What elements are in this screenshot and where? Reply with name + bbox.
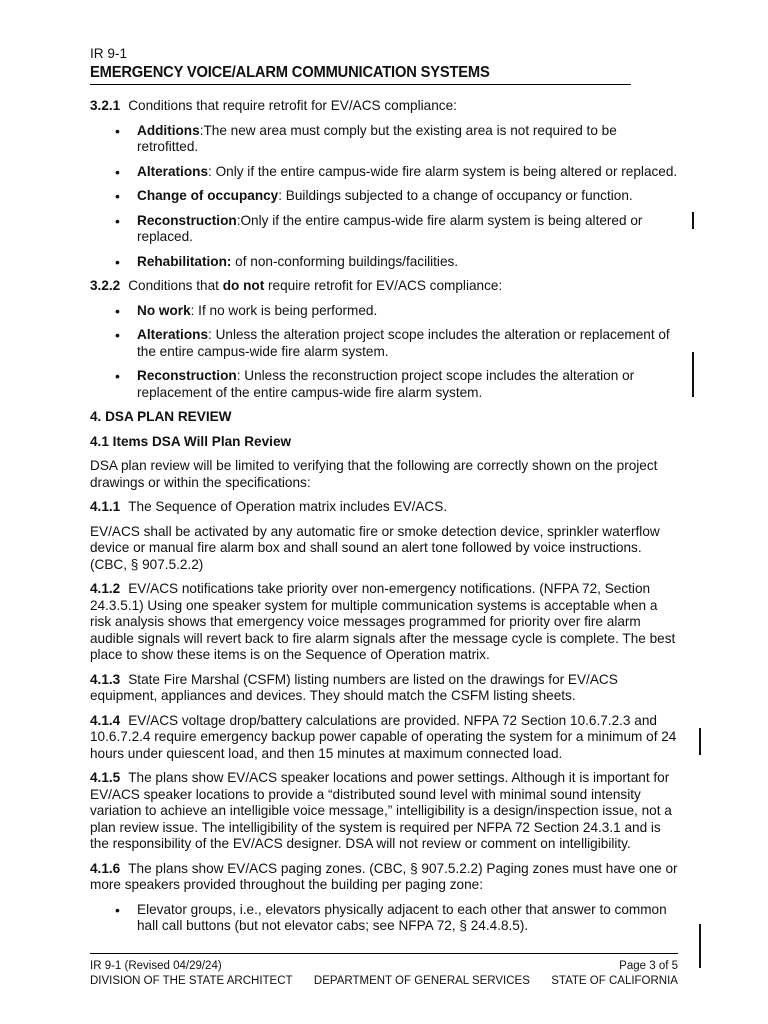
footer-row-1 xyxy=(90,959,678,974)
list-item: • Elevator groups, i.e., elevators physically adjacent to each other that answer to common hall call buttons (but not elevator cabs; see NFPA 72, § 24.4.8.5). xyxy=(90,902,678,935)
section-number: 3.2.1 xyxy=(90,98,121,113)
list-sep: : xyxy=(278,188,283,203)
revision-bar xyxy=(699,924,701,968)
section-4-1-1 xyxy=(90,499,678,516)
revision-bar xyxy=(692,212,694,229)
list-term: Rehabilitation: xyxy=(137,253,232,269)
section-number: 4.1.1 xyxy=(90,499,121,514)
section-text: Conditions that require retrofit for EV/ACS compliance: xyxy=(128,98,457,113)
section-text-emphasis: do not xyxy=(222,278,265,293)
list-text: Unless the alteration project scope includes the alteration or replacement of the entire campus-wide fire alarm system. xyxy=(137,327,670,359)
list-item xyxy=(90,123,678,156)
section-text-post: require retrofit for EV/ACS compliance: xyxy=(264,278,503,293)
section-3-2-1 xyxy=(90,98,678,115)
section-4-1-heading: 4.1 Items DSA Will Plan Review xyxy=(90,433,292,449)
list-sep: : xyxy=(236,212,241,228)
section-text: State Fire Marshal (CSFM) listing numbers are listed on the drawings for EV/ACS equipment, appliances and devices. They should match the CSFM listing sheets. xyxy=(90,671,618,703)
list-sep: : xyxy=(208,163,212,179)
section-text: The plans show EV/ACS paging zones. (CBC, § 907.5.2.2) Paging zones must have one or more speakers provided throughout the building per paging zone: xyxy=(90,860,678,892)
section-number: 4.1.2 xyxy=(90,581,121,596)
list-term: Change of occupancy xyxy=(137,188,279,203)
footer-department: DEPARTMENT OF GENERAL SERVICES xyxy=(313,975,530,987)
list-term: Reconstruction xyxy=(137,212,237,228)
section-3-2-2 xyxy=(90,278,678,295)
list-item xyxy=(90,254,678,271)
section-text: The plans show EV/ACS speaker locations and power settings. Although it is important for EV/ACS speaker locations to provide a “distributed sound level with minimal sound intensity variation to achieve an intelligible voice message,” intelligibility is a design/inspection issue, not a plan review issue. The intelligibility of the system is required per NFPA 72 Section 24.3.1 and is the responsibility of the EV/ACS designer. DSA will not review or comment on intelligibility. xyxy=(90,770,672,851)
section-4-1-3 xyxy=(90,672,678,705)
list-item xyxy=(90,213,678,246)
retrofit-not-required-list xyxy=(90,303,678,402)
revision-bar xyxy=(699,728,701,755)
section-number: 3.2.2 xyxy=(90,278,121,293)
section-4-1-6 xyxy=(90,861,678,894)
footer-row-2 xyxy=(90,974,678,989)
list-text: The new area must comply but the existing area is not required to be retrofitted. xyxy=(137,122,617,154)
list-text: Only if the entire campus-wide fire alarm system is being altered or replaced. xyxy=(137,212,643,244)
document-title: EMERGENCY VOICE/ALARM COMMUNICATION SYSTEMS xyxy=(90,65,631,86)
section-4-heading: 4. DSA PLAN REVIEW xyxy=(90,409,232,424)
revision-bar xyxy=(692,352,694,397)
list-item xyxy=(90,188,678,205)
footer-page-number: Page 3 of 5 xyxy=(619,960,678,972)
list-term: Alterations xyxy=(137,163,209,179)
section-4-1-1-paragraph: EV/ACS shall be activated by any automatic fire or smoke detection device, sprinkler waterflow device or manual fire alarm box and shall sound an alert tone followed by voice instructions. (CBC, § 907.5.2.2) xyxy=(90,523,660,572)
list-sep: : xyxy=(236,368,241,383)
list-sep: : xyxy=(199,122,204,138)
section-number: 4.1.3 xyxy=(90,671,121,687)
list-text: of non-conforming buildings/facilities. xyxy=(231,253,459,269)
document-id: IR 9-1 xyxy=(90,46,128,61)
section-text: The Sequence of Operation matrix includes EV/ACS. xyxy=(128,499,448,514)
section-4-1-2 xyxy=(90,581,678,664)
section-number: 4.1.6 xyxy=(90,860,121,876)
section-text-pre: Conditions that xyxy=(128,278,223,293)
section-text: EV/ACS notifications take priority over non-emergency notifications. (NFPA 72, Section 24.3.5.1) Using one speaker system for multiple communication systems is acceptable when a risk analysis shows that emergency voice messages programmed for priority over fire alarm audible signals will revert back to fire alarm signals after the message cycle is complete. The best place to show these items is on the Sequence of Operation matrix. xyxy=(90,581,676,662)
list-sep: : xyxy=(190,302,195,318)
list-term: Reconstruction xyxy=(137,368,237,383)
section-number: 4.1.5 xyxy=(90,770,121,785)
list-text: Only if the entire campus-wide fire alarm system is being altered or replaced. xyxy=(211,163,678,179)
section-number: 4.1.4 xyxy=(90,712,121,728)
document-page xyxy=(90,46,678,943)
section-text: EV/ACS voltage drop/battery calculations are provided. NFPA 72 Section 10.6.7.2.3 and 10.6.7.2.4 require emergency backup power capable of operating the system for a minimum of 24 hours under quiescent load, and then 15 minutes at maximum connected load. xyxy=(90,712,677,761)
list-item xyxy=(90,368,678,401)
list-term: Alterations xyxy=(137,327,209,342)
footer-division: DIVISION OF THE STATE ARCHITECT xyxy=(90,975,293,987)
list-text: Buildings subjected to a change of occupancy or function. xyxy=(282,188,633,203)
list-text: Unless the reconstruction project scope includes the alteration or replacement of the entire campus-wide fire alarm system. xyxy=(137,368,635,400)
list-term: No work xyxy=(137,302,191,318)
list-item xyxy=(90,164,678,181)
list-text: If no work is being performed. xyxy=(194,302,378,318)
footer-state: STATE OF CALIFORNIA xyxy=(551,975,678,987)
list-item xyxy=(90,303,678,320)
paging-zone-list xyxy=(90,902,678,935)
section-4-1-4 xyxy=(90,713,678,763)
retrofit-required-list xyxy=(90,123,678,271)
page-footer xyxy=(90,953,678,989)
list-sep: : xyxy=(208,327,212,342)
list-item xyxy=(90,327,678,360)
footer-doc-revision: IR 9-1 (Revised 04/29/24) xyxy=(90,960,222,972)
section-4-1-5 xyxy=(90,770,678,853)
list-term: Additions xyxy=(137,122,200,138)
section-4-1-intro: DSA plan review will be limited to verifying that the following are correctly shown on the project drawings or within the specifications: xyxy=(90,458,658,490)
